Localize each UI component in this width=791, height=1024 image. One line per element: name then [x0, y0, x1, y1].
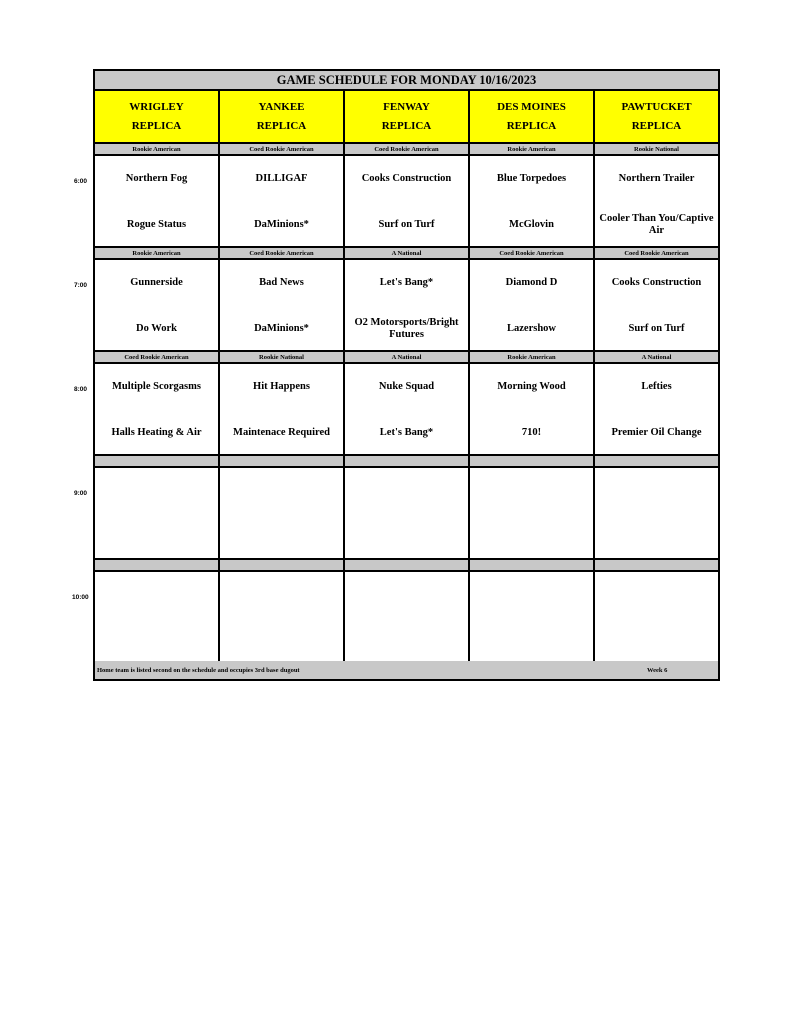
away-team: Northern Trailer: [618, 173, 695, 184]
game-cell: [470, 260, 595, 350]
game-cell: [470, 156, 595, 246]
game-cell: [345, 572, 470, 662]
division-label: Rookie American: [95, 144, 220, 154]
division-label: [345, 456, 470, 466]
game-cell: [595, 468, 718, 558]
games-row: [95, 468, 718, 560]
field-header: [220, 91, 345, 142]
game-cell: [95, 156, 220, 246]
slot-time: 9:00: [74, 490, 88, 497]
division-row: [95, 144, 718, 156]
away-team: Morning Wood: [497, 381, 566, 392]
game-cell: [220, 260, 345, 350]
game-cell: [220, 572, 345, 662]
division-label: A National: [345, 248, 470, 258]
game-cell: [595, 572, 718, 662]
away-team: Blue Torpedoes: [496, 173, 567, 184]
home-team-note: Home team is listed second on the schedule and occupies 3rd base dugout: [97, 666, 300, 674]
division-label: [95, 456, 220, 466]
away-team: Nuke Squad: [378, 381, 435, 392]
division-row: [95, 456, 718, 468]
division-label: [595, 456, 718, 466]
division-label: A National: [641, 353, 672, 361]
home-team: DaMinions*: [254, 323, 309, 334]
game-cell: [95, 364, 220, 454]
game-cell: [95, 572, 220, 662]
division-label: Rookie American: [470, 144, 595, 154]
home-team: Let's Bang*: [379, 427, 434, 438]
game-cell: [595, 260, 718, 350]
away-team: Diamond D: [505, 277, 558, 288]
division-label: [595, 560, 718, 570]
division-label: Coed Rookie American: [345, 144, 470, 154]
games-row: [95, 156, 718, 248]
game-cell: [95, 260, 220, 350]
division-label: [220, 456, 345, 466]
game-cell: [470, 468, 595, 558]
game-cell: [470, 572, 595, 662]
home-team: 710!: [521, 427, 542, 438]
game-cell: [345, 156, 470, 246]
home-team: Maintenace Required: [233, 427, 330, 438]
field-header: [345, 91, 470, 142]
field-name: WRIGLEY: [129, 100, 184, 113]
games-row: [95, 572, 718, 664]
slot-time: 10:00: [72, 594, 89, 601]
home-team: Cooler Than You/Captive Air: [599, 213, 714, 236]
division-label: A National: [345, 352, 470, 362]
home-team: O2 Motorsports/Bright Futures: [354, 317, 459, 340]
division-label: Coed Rookie American: [95, 352, 220, 362]
field-header: [95, 91, 220, 142]
away-team: Let's Bang*: [379, 277, 434, 288]
away-team: Lefties: [641, 381, 672, 392]
time-slot: [95, 560, 718, 664]
game-cell: [220, 156, 345, 246]
away-team: Multiple Scorgasms: [112, 381, 201, 392]
division-label: Coed Rookie American: [220, 144, 345, 154]
field-name: FENWAY: [383, 100, 430, 113]
away-team: Gunnerside: [130, 277, 183, 288]
field-name: PAWTUCKET: [621, 100, 692, 113]
game-cell: [595, 364, 718, 454]
division-label: Coed Rookie American: [470, 248, 595, 258]
schedule-title: GAME SCHEDULE FOR MONDAY 10/16/2023: [95, 71, 718, 91]
time-slot: [95, 144, 718, 248]
game-cell: [95, 468, 220, 558]
footer-bar: [95, 661, 718, 679]
away-team: Bad News: [259, 277, 304, 288]
home-team: Do Work: [136, 323, 177, 334]
away-team: Hit Happens: [253, 381, 310, 392]
field-header-row: [95, 91, 718, 144]
division-label: Rookie American: [95, 248, 220, 258]
field-name: DES MOINES: [497, 100, 566, 113]
home-team: Surf on Turf: [378, 219, 435, 230]
home-team: Halls Heating & Air: [111, 427, 202, 438]
home-team: Lazershow: [507, 323, 556, 334]
home-team: McGlovin: [509, 219, 554, 230]
slot-time: 7:00: [74, 282, 88, 289]
time-slot: [95, 456, 718, 560]
time-slot: [95, 248, 718, 352]
division-label: Rookie National: [634, 145, 679, 153]
game-cell: [220, 468, 345, 558]
home-team: Surf on Turf: [628, 323, 685, 334]
division-row: [95, 248, 718, 260]
field-subtitle: REPLICA: [631, 120, 682, 133]
division-row: [95, 352, 718, 364]
game-cell: [220, 364, 345, 454]
game-cell: [345, 364, 470, 454]
away-team: Northern Fog: [125, 173, 188, 184]
schedule-sheet: [93, 69, 720, 681]
home-team: Rogue Status: [126, 219, 187, 230]
week-label: Week 6: [647, 666, 668, 674]
division-label: [470, 456, 595, 466]
division-label: Rookie American: [470, 352, 595, 362]
field-name: YANKEE: [258, 100, 305, 113]
games-row: [95, 260, 718, 352]
away-team: Cooks Construction: [611, 277, 702, 288]
game-cell: [470, 364, 595, 454]
division-label: Coed Rookie American: [220, 248, 345, 258]
games-row: [95, 364, 718, 456]
division-label: Rookie National: [220, 352, 345, 362]
field-subtitle: REPLICA: [131, 120, 182, 133]
slot-time: 8:00: [74, 386, 88, 393]
division-label: Coed Rookie American: [624, 249, 689, 257]
game-cell: [595, 156, 718, 246]
field-header: [470, 91, 595, 142]
slot-time: 6:00: [74, 178, 88, 185]
division-label: [470, 560, 595, 570]
home-team: DaMinions*: [254, 219, 309, 230]
field-subtitle: REPLICA: [506, 120, 557, 133]
time-slot: [95, 352, 718, 456]
division-row: [95, 560, 718, 572]
away-team: Cooks Construction: [361, 173, 452, 184]
game-cell: [345, 468, 470, 558]
home-team: Premier Oil Change: [611, 427, 702, 438]
game-cell: [345, 260, 470, 350]
field-header: [595, 91, 718, 142]
division-label: [95, 560, 220, 570]
away-team: DILLIGAF: [255, 173, 308, 184]
field-subtitle: REPLICA: [256, 120, 307, 133]
field-subtitle: REPLICA: [381, 120, 432, 133]
division-label: [220, 560, 345, 570]
division-label: [345, 560, 470, 570]
